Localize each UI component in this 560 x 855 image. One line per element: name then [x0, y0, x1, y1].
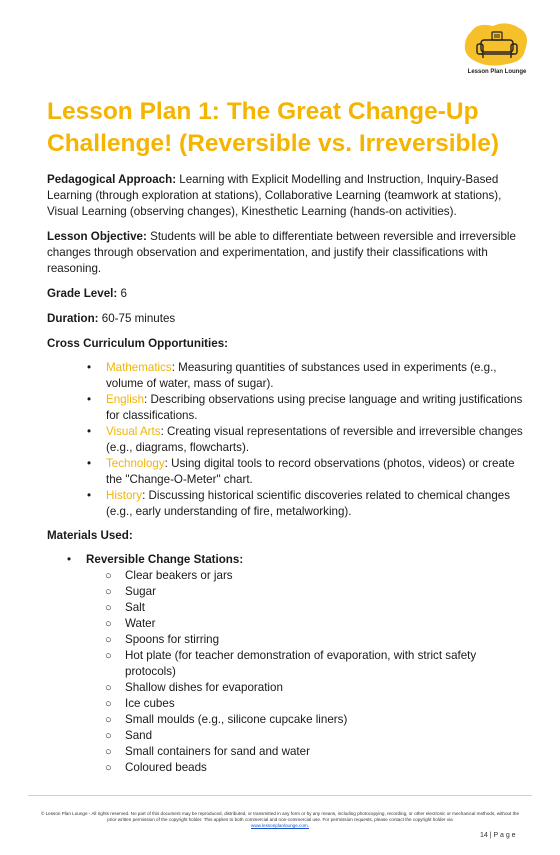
materials-list	[47, 552, 527, 776]
list-item	[105, 728, 527, 744]
circle-bullet-icon: ○	[105, 730, 112, 742]
list-item	[105, 744, 527, 760]
website-link[interactable]: www.lessonplanlounge.com.	[251, 823, 309, 828]
material-text: Clear beakers or jars	[125, 569, 233, 582]
list-item	[105, 568, 527, 584]
brand-name: Lesson Plan Lounge	[467, 69, 527, 75]
circle-bullet-icon: ○	[105, 682, 112, 694]
subject-label: Technology	[106, 457, 165, 470]
circle-bullet-icon: ○	[105, 762, 112, 774]
footer-copyright	[40, 811, 520, 829]
objective-label: Lesson Objective:	[47, 230, 147, 243]
list-item	[105, 584, 527, 600]
list-item	[87, 360, 527, 392]
subject-text: : Describing observations using precise language and writing justifications for classifications.	[106, 393, 523, 422]
subject-text: : Creating visual representations of reversible and irreversible changes (e.g., diagrams, flowcharts).	[106, 425, 523, 454]
list-item	[87, 488, 527, 520]
duration-value: 60-75 minutes	[98, 312, 176, 325]
material-text: Sand	[125, 729, 153, 742]
material-text: Sugar	[125, 585, 156, 598]
bullet-icon: •	[87, 393, 92, 406]
cross-curriculum-heading	[47, 336, 527, 352]
cross-curriculum-heading-text: Cross Curriculum Opportunities:	[47, 337, 229, 350]
list-item	[67, 552, 527, 776]
subject-label: English	[106, 393, 145, 406]
list-item	[87, 456, 527, 488]
subject-label: Visual Arts	[106, 425, 161, 438]
copyright-text: © Lesson Plan Lounge - All rights reserved. No part of this document may be reproduced, distributed, or transmitted in any form or by any means, including photocopying, recording, or other electronic or mechanical methods, without the prior written permission of the copyright holder. This applies to both commercial and non-commercial use. For permission requests, please contact the copyright holder via	[40, 811, 520, 822]
page-title: Lesson Plan 1: The Great Change-Up Challenge! (Reversible vs. Irreversible)	[47, 98, 500, 157]
grade-value: 6	[117, 287, 127, 300]
material-text: Hot plate (for teacher demonstration of evaporation, with strict safety protocols)	[125, 649, 477, 678]
page-number: 14 | P a g e	[480, 832, 516, 839]
circle-bullet-icon: ○	[105, 634, 112, 646]
list-item	[105, 600, 527, 616]
materials-group-label: Reversible Change Stations:	[86, 553, 244, 566]
material-text: Small containers for sand and water	[125, 745, 310, 758]
material-text: Ice cubes	[125, 697, 175, 710]
list-item	[105, 632, 527, 648]
subject-text: : Measuring quantities of substances used in experiments (e.g., volume of water, mass of sugar).	[106, 361, 497, 390]
list-item	[105, 712, 527, 728]
objective-paragraph	[47, 229, 527, 277]
circle-bullet-icon: ○	[105, 698, 112, 710]
bullet-icon: •	[87, 489, 92, 502]
list-item	[105, 616, 527, 632]
list-item	[105, 648, 527, 680]
circle-bullet-icon: ○	[105, 618, 112, 630]
subject-text: : Using digital tools to record observations (photos, videos) or create the "Change-O-Meter" chart.	[106, 457, 515, 486]
approach-paragraph	[47, 172, 527, 220]
list-item	[87, 392, 527, 424]
brand-logo	[463, 22, 531, 82]
list-item	[105, 760, 527, 776]
objective-text: Students will be able to differentiate between reversible and irreversible changes through observation and experimentation, and justify their classifications with reasoning.	[47, 230, 516, 275]
approach-text: Learning with Explicit Modelling and Instruction, Inquiry-Based Learning (through exploration at stations), Collaborative Learning (teamwork at stations), Visual Learning (observing changes), Kinesthetic Learning (hands-on activities).	[47, 173, 502, 218]
bullet-icon: •	[67, 553, 72, 566]
grade-label: Grade Level:	[47, 287, 118, 300]
approach-label: Pedagogical Approach:	[47, 173, 177, 186]
material-text: Small moulds (e.g., silicone cupcake liners)	[125, 713, 348, 726]
list-item	[105, 696, 527, 712]
list-item	[87, 424, 527, 456]
circle-bullet-icon: ○	[105, 602, 112, 614]
material-text: Salt	[125, 601, 145, 614]
bullet-icon: •	[87, 457, 92, 470]
materials-sub-list	[86, 568, 527, 776]
circle-bullet-icon: ○	[105, 586, 112, 598]
subject-label: History	[106, 489, 143, 502]
cross-curriculum-list	[47, 360, 527, 520]
materials-heading-text: Materials Used:	[47, 529, 133, 542]
duration-label: Duration:	[47, 312, 99, 325]
subject-text: : Discussing historical scientific discoveries related to chemical changes (e.g., early understanding of fire, metalworking).	[106, 489, 511, 518]
circle-bullet-icon: ○	[105, 746, 112, 758]
duration-paragraph	[47, 311, 527, 327]
grade-paragraph	[47, 286, 527, 302]
bullet-icon: •	[87, 361, 92, 374]
material-text: Water	[125, 617, 156, 630]
circle-bullet-icon: ○	[105, 570, 112, 582]
material-text: Spoons for stirring	[125, 633, 220, 646]
lesson-body	[47, 172, 527, 776]
materials-heading	[47, 528, 527, 544]
material-text: Coloured beads	[125, 761, 207, 774]
list-item	[105, 680, 527, 696]
bullet-icon: •	[87, 425, 92, 438]
subject-label: Mathematics	[106, 361, 172, 374]
circle-bullet-icon: ○	[105, 714, 112, 726]
footer-divider	[28, 795, 532, 796]
sofa-logo-icon	[463, 22, 531, 68]
circle-bullet-icon: ○	[105, 650, 112, 662]
material-text: Shallow dishes for evaporation	[125, 681, 283, 694]
